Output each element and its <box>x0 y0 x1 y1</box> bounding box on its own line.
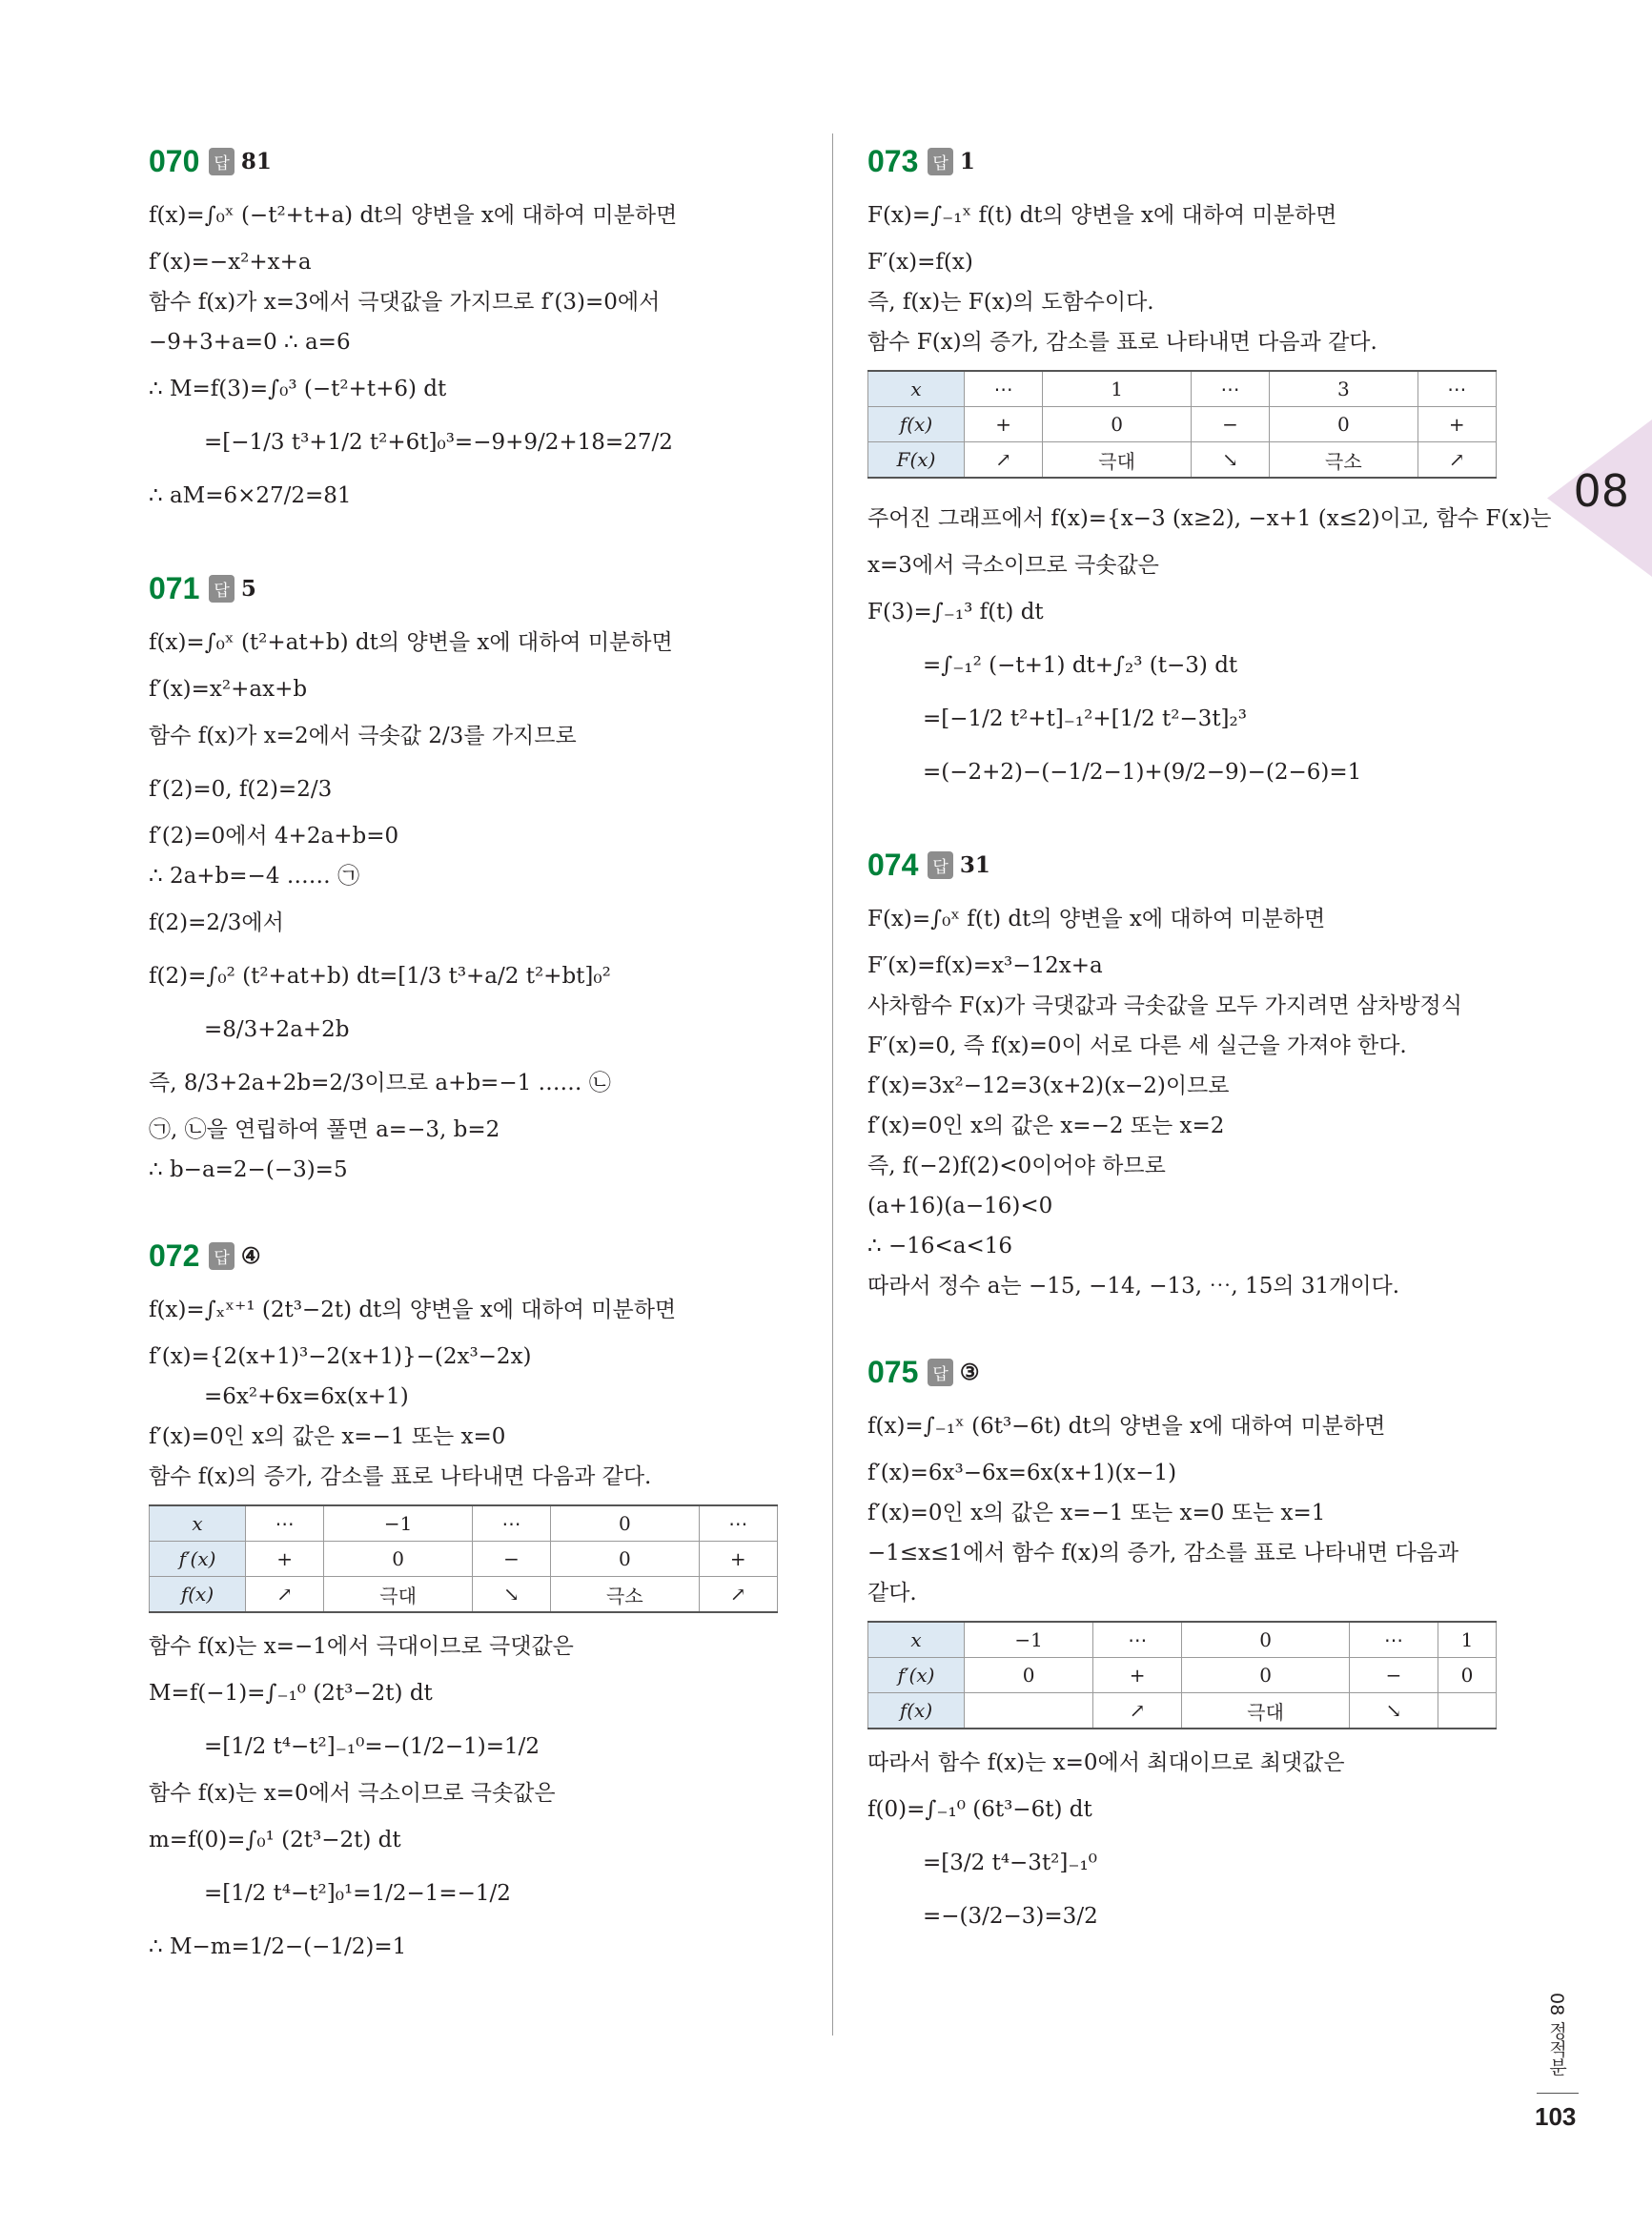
problem-075 <box>867 1344 1525 1943</box>
solution-line: =[−1/2 t²+t]₋₁²+[1/2 t²−3t]₂³ <box>923 706 1247 731</box>
table-cell: + <box>1093 1658 1182 1693</box>
solution-line: =6x²+6x=6x(x+1) <box>204 1384 409 1409</box>
table-cell: ⋯ <box>965 371 1043 407</box>
solution-line: ∴ M−m=1/2−(−1/2)=1 <box>149 1934 407 1959</box>
table-cell: −1 <box>324 1505 472 1542</box>
table-cell: 0 <box>324 1542 472 1577</box>
column-divider <box>832 133 833 2036</box>
variation-table <box>149 1504 778 1613</box>
answer-badge: 답 <box>928 851 952 879</box>
solution-line: ∴ b−a=2−(−3)=5 <box>149 1157 348 1182</box>
problem-header <box>867 133 1525 189</box>
table-cell: f(x) <box>868 1693 965 1729</box>
solution-line: 함수 f(x)는 x=−1에서 극대이므로 극댓값은 <box>149 1634 574 1659</box>
table-cell: ↘ <box>472 1577 550 1613</box>
solution-line: −1≤x≤1에서 함수 f(x)의 증가, 감소를 표로 나타내면 다음과 <box>867 1541 1459 1565</box>
problem-070 <box>149 133 806 522</box>
solution-line: 함수 f(x)가 x=3에서 극댓값을 가지므로 f′(3)=0에서 <box>149 290 661 315</box>
solution-line: m=f(0)=∫₀¹ (2t³−2t) dt <box>149 1828 401 1852</box>
problem-header <box>149 561 806 616</box>
table-cell: 1 <box>1043 371 1191 407</box>
table-cell: 0 <box>551 1542 699 1577</box>
table-row <box>868 407 1497 442</box>
solution-line: f′(2)=0, f(2)=2/3 <box>149 777 333 802</box>
solution-line: f′(x)=x²+ax+b <box>149 677 308 702</box>
table-row <box>868 1622 1497 1658</box>
solution-line: F(x)=∫₋₁ˣ f(t) dt의 양변을 x에 대하여 미분하면 <box>867 203 1337 228</box>
table-row <box>868 1693 1497 1729</box>
table-row <box>868 371 1497 407</box>
table-cell: 0 <box>1270 407 1417 442</box>
variation-table <box>867 1621 1497 1729</box>
solution-line: =∫₋₁² (−t+1) dt+∫₂³ (t−3) dt <box>923 653 1238 678</box>
solution-line: 따라서 함수 f(x)는 x=0에서 최대이므로 최댓값은 <box>867 1750 1345 1775</box>
answer-badge: 답 <box>209 1242 234 1270</box>
solution-line: 같다. <box>867 1581 917 1606</box>
footer-rule <box>1537 2093 1579 2094</box>
table-cell: − <box>1191 407 1269 442</box>
solution-line: =[1/2 t⁴−t²]₋₁⁰=−(1/2−1)=1/2 <box>204 1734 540 1759</box>
table-cell: 극대 <box>1043 442 1191 479</box>
table-cell: + <box>965 407 1043 442</box>
solution-line: 주어진 그래프에서 f(x)={x−3 (x≥2), −x+1 (x≤2)이고, 함수 F(x)는 <box>867 506 1552 531</box>
solution-line: f(x)=∫₀ˣ (t²+at+b) dt의 양변을 x에 대하여 미분하면 <box>149 630 673 655</box>
chapter-side-label: 08 정적분 <box>1546 1993 1567 2077</box>
problem-header <box>867 837 1525 892</box>
table-cell: ⋯ <box>246 1505 324 1542</box>
table-cell <box>1438 1693 1497 1729</box>
problem-number: 074 <box>867 847 919 882</box>
problem-header <box>149 1228 806 1283</box>
table-cell: 3 <box>1270 371 1417 407</box>
solution-line: 함수 f(x)가 x=2에서 극솟값 2/3를 가지므로 <box>149 724 577 748</box>
table-cell: + <box>246 1542 324 1577</box>
table-cell: ↗ <box>1093 1693 1182 1729</box>
table-cell: f′(x) <box>150 1542 246 1577</box>
page-number: 103 <box>1535 2102 1577 2131</box>
solution-line: f′(x)=0인 x의 값은 x=−2 또는 x=2 <box>867 1114 1225 1138</box>
table-cell: − <box>1349 1658 1438 1693</box>
solution-line: ∴ 2a+b=−4 …… ㉠ <box>149 864 360 889</box>
table-cell: 0 <box>1182 1622 1350 1658</box>
table-cell: 극대 <box>1182 1693 1350 1729</box>
table-cell: ↘ <box>1191 442 1269 479</box>
solution-line: ∴ M=f(3)=∫₀³ (−t²+t+6) dt <box>149 377 447 401</box>
table-cell: x <box>868 1622 965 1658</box>
solution-line: f(x)=∫ₓˣ⁺¹ (2t³−2t) dt의 양변을 x에 대하여 미분하면 <box>149 1298 677 1322</box>
table-cell: 1 <box>1438 1622 1497 1658</box>
table-cell: f(x) <box>150 1577 246 1613</box>
answer-value: 1 <box>959 148 975 174</box>
table-cell: f(x) <box>868 407 965 442</box>
solution-line: F(3)=∫₋₁³ f(t) dt <box>867 600 1044 624</box>
table-cell: ⋯ <box>1417 371 1496 407</box>
solution-line: f′(x)=−x²+x+a <box>149 250 312 275</box>
table-cell: ↗ <box>1417 442 1496 479</box>
solution-line: 사차함수 F(x)가 극댓값과 극솟값을 모두 가지려면 삼차방정식 <box>867 993 1462 1018</box>
solution-line: f′(x)=0인 x의 값은 x=−1 또는 x=0 <box>149 1424 506 1449</box>
table-cell: 0 <box>1043 407 1191 442</box>
table-row <box>150 1505 778 1542</box>
table-cell: ↗ <box>246 1577 324 1613</box>
solution-line: M=f(−1)=∫₋₁⁰ (2t³−2t) dt <box>149 1681 433 1706</box>
solution-line: ∴ −16<a<16 <box>867 1234 1013 1258</box>
answer-value: 5 <box>240 575 256 602</box>
variation-table <box>867 370 1497 479</box>
table-cell: + <box>699 1542 777 1577</box>
problem-071 <box>149 561 806 1190</box>
solution-line: f′(x)={2(x+1)³−2(x+1)}−(2x³−2x) <box>149 1344 532 1369</box>
table-row <box>868 442 1497 479</box>
problem-header <box>149 133 806 189</box>
table-cell: x <box>150 1505 246 1542</box>
solution-line: =8/3+2a+2b <box>204 1017 350 1042</box>
answer-badge: 답 <box>928 148 952 175</box>
problem-number: 072 <box>149 1238 200 1273</box>
problem-073 <box>867 133 1552 799</box>
table-cell: ↘ <box>1349 1693 1438 1729</box>
answer-value: 81 <box>240 148 272 174</box>
table-cell: ⋯ <box>1349 1622 1438 1658</box>
table-cell: 극소 <box>1270 442 1417 479</box>
solution-line: f′(x)=6x³−6x=6x(x+1)(x−1) <box>867 1461 1177 1485</box>
solution-line: ∴ aM=6×27/2=81 <box>149 483 352 508</box>
solution-line: 따라서 정수 a는 −15, −14, −13, ⋯, 15의 31개이다. <box>867 1274 1400 1299</box>
table-cell: 0 <box>965 1658 1093 1693</box>
solution-line: f(2)=∫₀² (t²+at+b) dt=[1/3 t³+a/2 t²+bt]₀² <box>149 964 611 989</box>
solution-line: 즉, f(−2)f(2)<0이어야 하므로 <box>867 1154 1166 1178</box>
solution-line: f′(x)=3x²−12=3(x+2)(x−2)이므로 <box>867 1074 1230 1098</box>
solution-line: 즉, 8/3+2a+2b=2/3이므로 a+b=−1 …… ㉡ <box>149 1071 611 1095</box>
solution-line: 함수 f(x)는 x=0에서 극소이므로 극솟값은 <box>149 1781 556 1806</box>
solution-line: −9+3+a=0 ∴ a=6 <box>149 330 351 355</box>
solution-line: F′(x)=f(x)=x³−12x+a <box>867 953 1103 978</box>
solution-line: ㉠, ㉡을 연립하여 풀면 a=−3, b=2 <box>149 1117 500 1142</box>
solution-line: =(−2+2)−(−1/2−1)+(9/2−9)−(2−6)=1 <box>923 760 1362 785</box>
solution-line: f′(2)=0에서 4+2a+b=0 <box>149 824 399 849</box>
table-cell: −1 <box>965 1622 1093 1658</box>
solution-line: x=3에서 극소이므로 극솟값은 <box>867 553 1159 578</box>
solution-line: f′(x)=0인 x의 값은 x=−1 또는 x=0 또는 x=1 <box>867 1501 1326 1525</box>
problem-072 <box>149 1228 806 1974</box>
table-cell: − <box>472 1542 550 1577</box>
solution-line: 함수 f(x)의 증가, 감소를 표로 나타내면 다음과 같다. <box>149 1464 652 1489</box>
table-cell: 극소 <box>551 1577 699 1613</box>
problem-number: 070 <box>149 143 200 178</box>
solution-line: F(x)=∫₀ˣ f(t) dt의 양변을 x에 대하여 미분하면 <box>867 907 1326 931</box>
table-cell <box>965 1693 1093 1729</box>
table-cell: ↗ <box>965 442 1043 479</box>
solution-line: =[3/2 t⁴−3t²]₋₁⁰ <box>923 1851 1097 1875</box>
left-column <box>149 133 806 2012</box>
solution-line: f(0)=∫₋₁⁰ (6t³−6t) dt <box>867 1797 1092 1822</box>
solution-line: =[−1/3 t³+1/2 t²+6t]₀³=−9+9/2+18=27/2 <box>204 430 673 455</box>
answer-badge: 답 <box>928 1359 952 1386</box>
table-cell: ⋯ <box>1093 1622 1182 1658</box>
chapter-tab-label: 08 <box>1573 465 1629 517</box>
answer-value: ④ <box>240 1242 261 1269</box>
table-cell: ⋯ <box>1191 371 1269 407</box>
table-cell: ↗ <box>699 1577 777 1613</box>
solution-line: (a+16)(a−16)<0 <box>867 1194 1053 1218</box>
table-cell: 0 <box>1182 1658 1350 1693</box>
solution-line: f(x)=∫₋₁ˣ (6t³−6t) dt의 양변을 x에 대하여 미분하면 <box>867 1414 1386 1439</box>
table-cell: ⋯ <box>472 1505 550 1542</box>
problem-header <box>867 1344 1525 1400</box>
problem-number: 071 <box>149 570 200 605</box>
table-cell: 0 <box>551 1505 699 1542</box>
table-cell: F(x) <box>868 442 965 479</box>
solution-line: 함수 F(x)의 증가, 감소를 표로 나타내면 다음과 같다. <box>867 330 1377 355</box>
table-cell: x <box>868 371 965 407</box>
answer-badge: 답 <box>209 575 234 603</box>
solution-line: 즉, f(x)는 F(x)의 도함수이다. <box>867 290 1154 315</box>
table-cell: 0 <box>1438 1658 1497 1693</box>
table-cell: + <box>1417 407 1496 442</box>
table-row <box>150 1577 778 1613</box>
problem-number: 073 <box>867 143 919 178</box>
solution-line: =−(3/2−3)=3/2 <box>923 1904 1098 1929</box>
table-cell: 극대 <box>324 1577 472 1613</box>
solution-line: f(2)=2/3에서 <box>149 910 284 935</box>
solution-line: f(x)=∫₀ˣ (−t²+t+a) dt의 양변을 x에 대하여 미분하면 <box>149 203 678 228</box>
table-cell: ⋯ <box>699 1505 777 1542</box>
table-cell: f′(x) <box>868 1658 965 1693</box>
solution-line: =[1/2 t⁴−t²]₀¹=1/2−1=−1/2 <box>204 1881 511 1906</box>
answer-value: 31 <box>959 851 990 878</box>
problem-074 <box>867 837 1525 1306</box>
right-column <box>867 133 1552 1981</box>
problem-number: 075 <box>867 1354 919 1389</box>
solution-line: F′(x)=f(x) <box>867 250 973 275</box>
table-row <box>150 1542 778 1577</box>
solution-line: F′(x)=0, 즉 f(x)=0이 서로 다른 세 실근을 가져야 한다. <box>867 1033 1407 1058</box>
table-row <box>868 1658 1497 1693</box>
answer-badge: 답 <box>209 148 234 175</box>
answer-value: ③ <box>959 1359 980 1385</box>
